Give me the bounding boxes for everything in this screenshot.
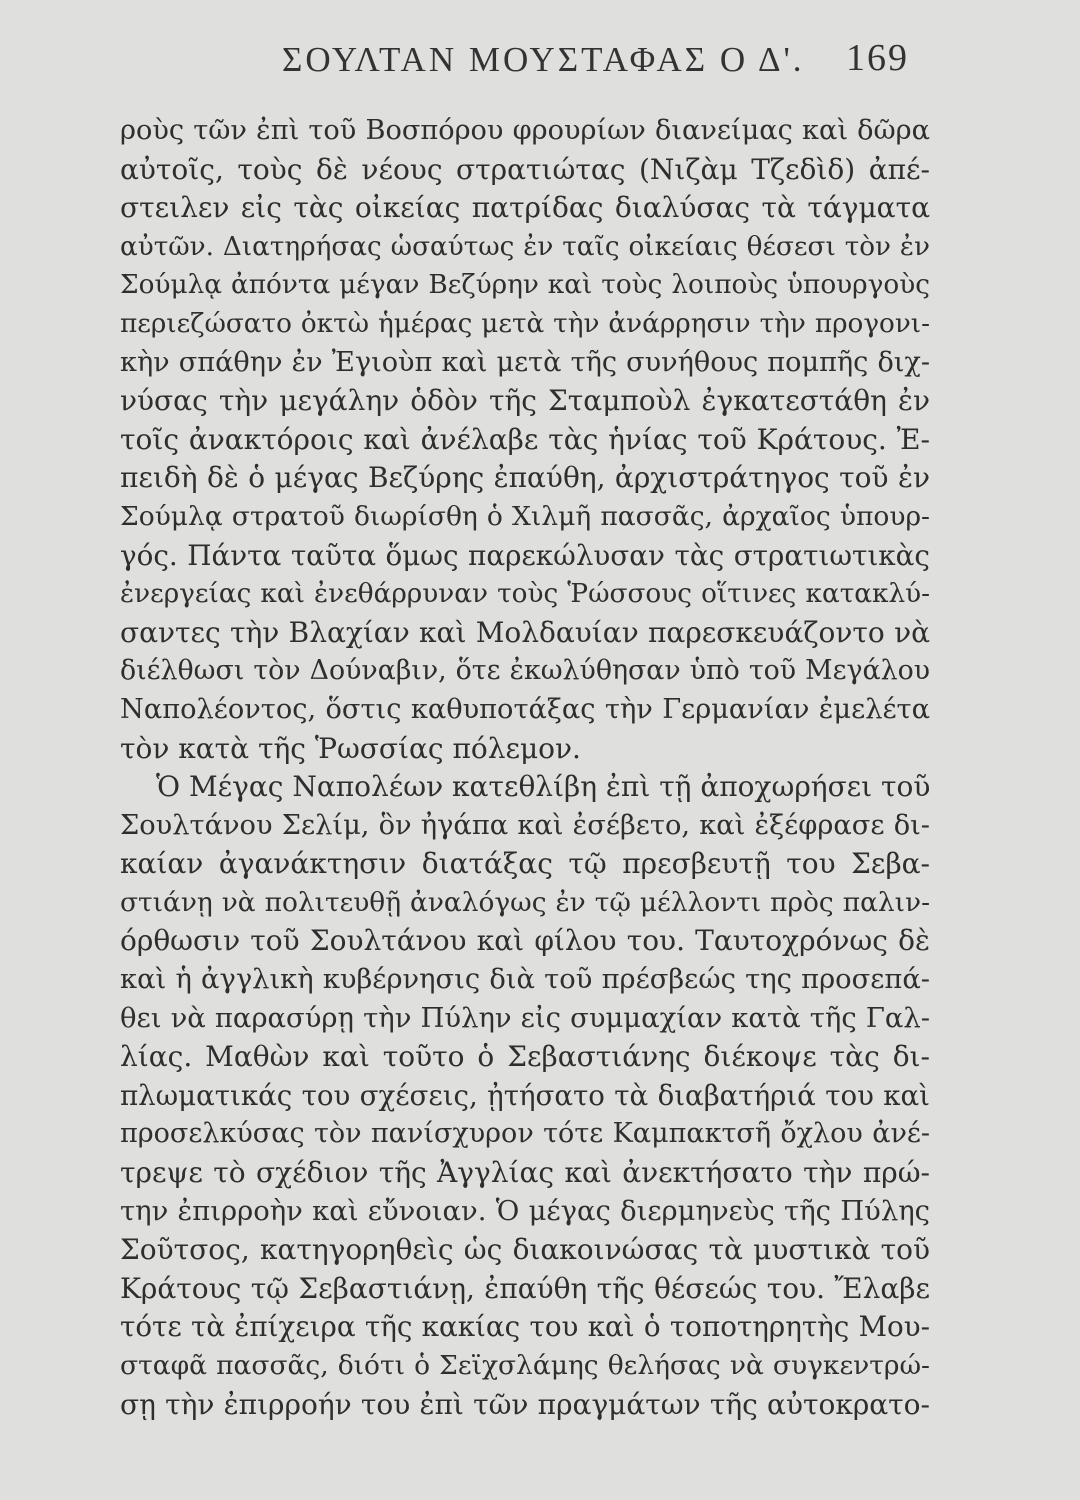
text-line: λίας. Μαθὼν καὶ τοῦτο ὁ Σεβαστιάνης διέκοψε τὰς δι- [120,1040,930,1074]
text-line: σταφᾶ πασσᾶς, διότι ὁ Σεϊχσλάμης θελήσας νὰ συγκεντρώ- [120,1350,930,1381]
text-line: στιάνῃ νὰ πολιτευθῇ ἀναλόγως ἐν τῷ μέλλοντι πρὸς παλιν- [120,886,930,918]
text-line: όρθωσιν τοῦ Σουλτάνου καὶ φίλου του. Ταυτοχρόνως δὲ [120,924,930,958]
text-line: διέλθωσι τὸν Δούναβιν, ὅτε ἐκωλύθησαν ὑπὸ τοῦ Μεγάλου [120,655,930,687]
text-line: περιεζώσατο ὀκτὼ ἡμέρας μετὰ τὴν ἀνάρρησιν τὴν προγονι- [120,308,930,339]
text-line: γός. Πάντα ταῦτα ὅμως παρεκώλυσαν τὰς στρατιωτικὰς [120,538,930,572]
text-line: σῃ τὴν ἐπιρροήν του ἐπὶ τῶν πραγμάτων τῆς αὐτοκρατο- [120,1387,930,1421]
text-line: Σοῦτσος, κατηγορηθεὶς ὡς διακοινώσας τὰ μυστικὰ τοῦ [120,1233,930,1267]
text-line: τοῖς ἀνακτόροις καὶ ἀνέλαβε τὰς ἡνίας τοῦ Κράτους. Ἐ- [120,422,930,456]
text-line: καὶ ἡ ἀγγλικὴ κυβέρνησις διὰ τοῦ πρέσβεώς της προσεπά- [120,964,930,996]
text-line: Σουλτάνου Σελίμ, ὃν ἠγάπα καὶ ἐσέβετο, καὶ ἐξέφρασε δι- [120,809,930,841]
running-header [0,36,1080,92]
text-line: νύσας τὴν μεγάλην ὁδὸν τῆς Σταμποὺλ ἐγκατεστάθη ἐν [120,384,930,418]
text-line: κὴν σπάθην ἐν Ἐγιοὺπ καὶ μετὰ τῆς συνήθους πομπῆς διχ- [120,346,930,378]
text-line: αὐτῶν. Διατηρήσας ὡσαύτως ἐν ταῖς οἰκείαις θέσεσι τὸν ἐν [120,231,930,262]
page-number: 169 [846,37,909,79]
text-line: ἐνεργείας καὶ ἐνεθάρρυναν τοὺς Ῥώσσους οἵτινες κατακλύ- [120,579,930,610]
running-title: ΣΟΥΛΤΑΝ ΜΟΥΣΤΑΦΑΣ Ο Δ'. [282,40,805,79]
text-line: Κράτους τῷ Σεβαστιάνῃ, ἐπαύθη τῆς θέσεώς του. Ἔλαβε [120,1271,930,1305]
text-line: τότε τὰ ἐπίχειρα τῆς κακίας του καὶ ὁ τοποτηρητὴς Μου- [120,1310,930,1344]
text-line: αὐτοῖς, τοὺς δὲ νέους στρατιώτας (Νιζὰμ Τζεδὶδ) ἀπέ- [120,152,930,186]
body-text [120,112,930,1424]
text-line: Σούμλᾳ στρατοῦ διωρίσθη ὁ Χιλμῆ πασσᾶς, ἀρχαῖος ὑπουρ- [120,500,930,532]
text-line: προσελκύσας τὸν πανίσχυρον τότε Καμπακτσῆ ὄχλου ἀνέ- [120,1118,930,1150]
text-line: τρεψε τὸ σχέδιον τῆς Ἀγγλίας καὶ ἀνεκτήσατο τὴν πρώ- [120,1156,930,1190]
text-line: πλωματικάς του σχέσεις, ᾐτήσατο τὰ διαβατήριά του καὶ [120,1078,930,1112]
paragraph-start-line: Ὁ Μέγας Ναπολέων κατεθλίβη ἐπὶ τῇ ἀποχωρήσει τοῦ [156,770,931,804]
text-line: σαντες τὴν Βλαχίαν καὶ Μολδαυίαν παρεσκευάζοντο νὰ [120,615,930,649]
text-line: την ἐπιρροὴν καὶ εὔνοιαν. Ὁ μέγας διερμηνεὺς τῆς Πύλης [120,1195,930,1227]
text-line: Ναπολέοντος, ὅστις καθυποτάξας τὴν Γερμανίαν ἐμελέτα [120,693,930,725]
text-line: στειλεν εἰς τὰς οἰκείας πατρίδας διαλύσας τὰ τάγματα [120,191,930,225]
text-line: Σούμλᾳ ἀπόντα μέγαν Βεζύρην καὶ τοὺς λοιποὺς ὑπουργοὺς [120,270,930,301]
text-line: καίαν ἀγανάκτησιν διατάξας τῷ πρεσβευτῇ του Σεβα- [120,847,930,881]
text-line: θει νὰ παρασύρῃ τὴν Πύλην εἰς συμμαχίαν κατὰ τῆς Γαλ- [120,1002,930,1034]
text-line: πειδὴ δὲ ὁ μέγας Βεζύρης ἐπαύθη, ἀρχιστράτηγος τοῦ ἐν [120,461,930,495]
paragraph-end-line: τὸν κατὰ τῆς Ῥωσσίας πόλεμον. [120,731,581,765]
text-line: ροὺς τῶν ἐπὶ τοῦ Βοσπόρου φρουρίων διανείμας καὶ δῶρα [120,115,930,146]
